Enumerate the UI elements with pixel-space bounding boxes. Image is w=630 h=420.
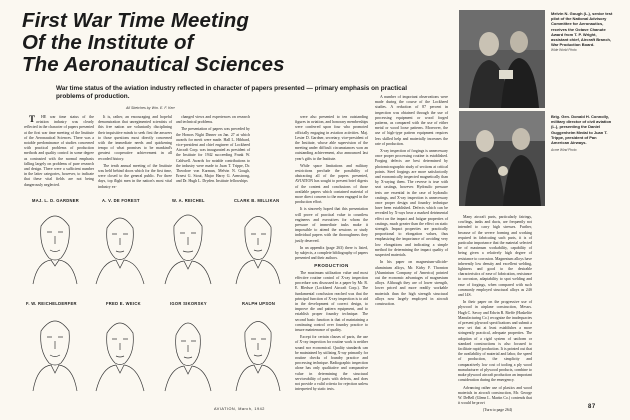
headline-line-1: First War Time Meeting xyxy=(22,9,249,32)
award-photo-1 xyxy=(459,10,545,108)
text-column-4 xyxy=(295,115,368,394)
paragraph: In an appendix (page 263) there is listed, by subjects, a complete bibliography of papers presented and their authors. xyxy=(295,245,368,261)
award-photo-2 xyxy=(459,111,545,206)
magazine-issue: AVIATION, March, 1942 xyxy=(214,407,265,411)
subhead: War time status of the aviation industry reflected in character of papers presented — primary emphasis on practical problems of production. xyxy=(56,85,407,101)
photo-credit-1: Wide World Photo xyxy=(551,48,577,52)
paragraph: It is sincerely hoped that this presentation will prove of practical value to countless engineers and executives for whom the pressure of immediate tasks make it impossible to attend the sessions or study individual papers with the thoroughness they justly deserved. xyxy=(295,207,368,243)
photo-credit-2: Acme Wind Photo xyxy=(551,148,577,152)
text-column-2 xyxy=(98,115,172,192)
text-column-6 xyxy=(458,215,532,416)
portrait-sketch xyxy=(33,321,77,391)
sketch-credit: All Sketches by Wm. E. F. Kerr xyxy=(126,106,175,110)
sketch-label: F. W. REICHELDERFER xyxy=(26,301,77,306)
portrait-sketch xyxy=(165,323,211,391)
paragraph: The maximum utilization value and most effective routine control of X-ray inspection procedure was discussed in a paper by Mr. R. E. Bledsoe (Lockheed Aircraft Corp.). The fundamental conclusion reached was that the principal function of X-ray inspection is to aid in the development of correct design, to improve die and pattern equipment, and to establish proper foundry technique. The second basic function is that of maintaining a continuing control over foundry practice to insure maintenance of quality. xyxy=(295,270,368,332)
sketch-label: FRED E. WEICK xyxy=(106,301,141,306)
paragraph: THE war time status of the aviation industry was clearly reflected in the character of papers presented at the first war time meeting of the Institute of the Aeronautical Sciences. There was a notable predominance of studies concerned with practical problems of production methods and quality control in some degree as contrasted with the normal emphasis falling largely on problems of pure research and design. There were a sufficient number in the latter categories, however, to indicate that these vital fields are not being dangerously neglected. xyxy=(24,114,94,187)
sketch-label: W. A. REICHEL xyxy=(172,198,205,203)
paragraph: X-ray inspection of forgings is unnecessary once proper processing routine is established. Forging defects are best determined by photomicrographic study of sections at critical points. Steel forgings are more satisfactorily and economically inspected magnetically than by X-raying them. The reverse is true with seat castings, however. Hydraulic pressure tests are essential in the case of hydraulic castings, and X-ray inspection is unnecessary once proper design and foundry technique have been established. Defects which can be revealed by X-rays bear a marked detrimental effect on the impact and fatigue properties of castings, much greater than the effect on static strength. Impact properties are practically proportional to elongation values, thus emphasizing the importance of avoiding very low elongations and indicating a simple method for determining the impact quality of suspected materials. xyxy=(375,149,448,258)
photo-image xyxy=(459,10,545,108)
photo-caption-1: Melvin N. Gough (L.), senior test pilot of the National Advisory Committee for Aeronautics, receives the Octave Chanute Award from T. P. Wright, assistant chief, Aircraft Branch, War Production Board. xyxy=(551,11,613,48)
paragraph: The tenth annual meeting of the Institute was held behind doors which for the first time, were closed to the general public. For three days, top flight men in the nation's most vital industry ex- xyxy=(98,163,172,189)
portrait-sketch xyxy=(236,322,280,392)
paragraph: In their paper on the progressive use of plywood in airplane construction, Messrs. Hugh C. Savoy and Edwin R. Rieffe (Haskelite Manufacturing Co.) recognize the inadequacies of present plywood specifications and submit a new set that at least establishes a more stringently practical, adequate properties. The adoption of a rigid system of uniform or standard constructions is also focused to facilitate rapid production. It is pointed out that the availability of material and labor, the speed of production, the simplicity and comparatively low cost of tooling a ply wood manufacturer of plywood products, combine to make plywood aircraft production an important consideration during the emergency. xyxy=(458,300,532,383)
sketch-label: IGOR SIKORSKY xyxy=(170,301,207,306)
paragraph: Advancing rather use of plastics and wood materials in aircraft construction, Mr. George W. DeBell (Glenn L. Martin Co.) contends that it would be provi xyxy=(458,385,532,406)
page-number: 87 xyxy=(588,404,596,410)
portrait-sketch xyxy=(236,217,280,285)
portrait-sketch xyxy=(96,323,144,391)
section-heading: PRODUCTION xyxy=(314,263,349,269)
paragraph: The presentation of papers was preceded by the Honors Night Dinner on Jan. 27 at which awards for merit were made. Hall L. Hibbard, vice-president and chief engineer of Lockheed Aircraft Corp. was inaugurated as president of the Institute for 1942 succeeding Frank W. Caldwell. Awards for notable contributions to the industry were made to Juan T. Trippe, Dr. Theodore von Karman, Melvin N. Gough, Ernest G. Stout, Major Harry G. Armstrong, and Dr. Hugh L. Dryden. Institute fellowships xyxy=(176,127,250,184)
portrait-sketch xyxy=(96,218,144,284)
headline-line-3: The Aeronautical Sciences xyxy=(22,53,285,76)
paragraph: Except for certain classes of parts, the use of X-ray inspection for routine work is neither sound nor economical. Quality standards can be maintained by utilizing X-ray primarily for routine checks of foundry practice and processing technique. Radiographic inspection alone has only qualitative and comparative value in determining the structural serviceability of parts with defects, and does not provide a valid criteria for rejection unless interpreted by static tests. xyxy=(295,335,368,392)
portrait-sketch xyxy=(33,216,77,284)
paragraph: It is, rather, an encouraging and hopeful demonstration that unregimented scientists of this free nation are voluntarily disciplining their inquisitive minds to seek first the answers to those questions most directly concerned with the immediate needs and quickening tempo of what promises to be mankind's greatest cooperative achievement in all recorded history. xyxy=(98,115,172,161)
portrait-sketches xyxy=(20,196,290,406)
paragraph: Many aircraft parts, particularly fairings, cowlings, tanks and ducts, are frequently not intended to carry high stresses. Further, because of the severe forming and working required in fabricating such parts, it is of particular importance that the material selected be of maximum workability, capability of being given a relatively high degree of resistance to corrosion. Magnesium alloys have inherently low density and excellent welding, lightness and good to the desirable characteristics of ease of fabrication, resistance to corrosion, adaptability to spot welding and ease of forgings, when compared with such commonly employed structural alloys as 24S and 14S. xyxy=(458,215,532,298)
sketch-label: A. V. DE FOREST xyxy=(102,198,140,203)
paragraph: In his paper on magnesium-silicide-aluminium alloys, Mr. Kirby F. Thornton (Aluminium Company of America) pointed out the economic advantages of magnesium alloys. Although they are of lower strength, lower priced and more readily workable materials than the high strength structural alloys now largely employed in aircraft construction. xyxy=(375,260,448,306)
paragraph: were also presented to ten outstanding figures in aviation, and honorary memberships were conferred upon four who promoted officially engaging in aviation activities. Maj. Lester D. Gardner, secretary, vice-president of the Institute, whose able supervision of the meeting under difficult circumstances won an outstanding achievement, also announced last year's gifts to the Institute. xyxy=(295,115,368,161)
sketch-label: RALPH UPSON xyxy=(242,301,276,306)
text-column-5 xyxy=(375,95,448,309)
sketch-label: CLARK B. MILLIKAN xyxy=(234,198,280,203)
portrait-sketch xyxy=(165,215,211,284)
text-column-1 xyxy=(24,115,94,190)
photo-caption-2: Brig. Gen. Donald H. Connolly, military director of civil aviation (L.), presenting the Daniel Guggenheim Medal to Juan T. Trippe, president of Pan American Airways. xyxy=(551,114,612,146)
sketch-label: MAJ. L. D. GARDNER xyxy=(32,198,80,203)
continuation-note: (Turn to page 264) xyxy=(482,408,513,413)
paragraph: changed views and experiences on research and technical problems. xyxy=(176,115,250,125)
paragraph: While space limitations and military restrictions preclude the possibility of abstracting all of the papers presented, AVIATION has sought to present brief digests of the content and conclusions of those available papers which contained material of more direct concern to the men engaged in the production effort. xyxy=(295,163,368,205)
headline xyxy=(22,10,402,76)
headline-line-2: Of the Institute of xyxy=(22,31,194,54)
paragraph: A number of important observations were made during the course of the Lockheed studies. A reduction of 87 percent in inspection was obtained through the use of processing equipment or wood forged patterns, as compared with the use of either metal or wood loose patterns. Moreover, the use of high-type pattern equipment requires less skilled help and materially increases the rate of production. xyxy=(375,95,448,146)
photo-image xyxy=(459,111,545,206)
text-column-3 xyxy=(176,115,250,187)
